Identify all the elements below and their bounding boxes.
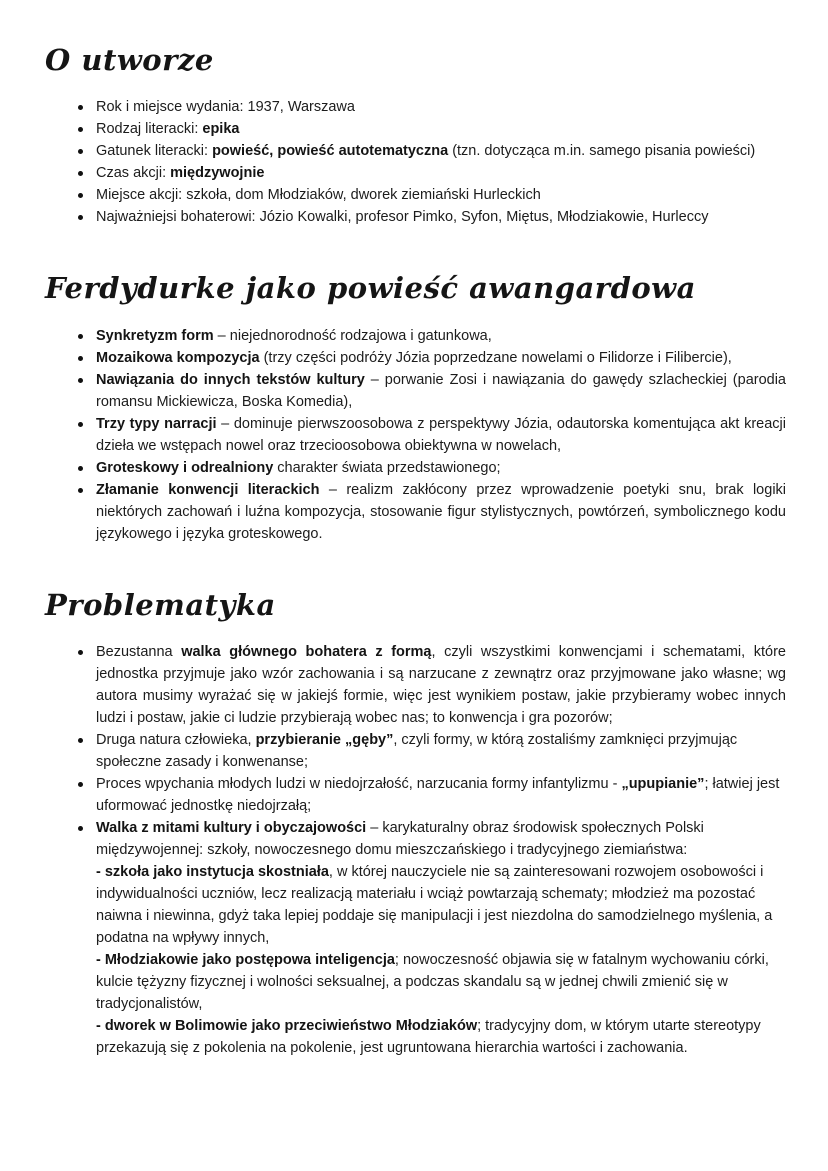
- bullet-icon: [78, 127, 83, 132]
- list-item: [78, 457, 786, 479]
- bullet-icon: [78, 782, 83, 787]
- list-item-text: Złamanie konwencji literackich – realizm zakłócony przez wprowadzenie poetyki snu, brak logiki niektórych zachowań i luźna kompozycja, stosowanie figur stylistycznych, powtórzeń, symbolicznego kodu językowego i języka groteskowego.: [96, 481, 787, 542]
- list-item-text: Bezustanna walka głównego bohatera z formą, czyli wszystkimi konwencjami i schematami, które jednostka przyjmuje jako wzór zachowania i są narzucane z zewnątrz oraz przyjmowane jako własne; wg autora musimy wyrażać się w jakiejś formie, więc jest wynikiem postaw, jakie przybieramy wobec innych ludzi i postaw, jakie ci ludzie przybierają wobec nas; to konwencja i gra pozorów;: [96, 643, 786, 726]
- document-content: [45, 42, 786, 1059]
- bold-text: walka głównego bohatera z formą: [181, 643, 432, 660]
- bold-text: Trzy typy narracji: [96, 415, 217, 432]
- bullet-icon: [78, 650, 83, 655]
- bullet-icon: [78, 356, 83, 361]
- list-item-text: Walka z mitami kultury i obyczajowości – karykaturalny obraz środowisk społecznych Polski międzywojennej: szkoły, nowoczesnego domu mieszczańskiego i tradycyjnego ziemiaństwa: - szkoła jako instytucja skostniała, w której nauczyciele nie są zainteresowani rozwojem osobowości i indywidualności uczniów, lecz realizacją materiału i wciąż powtarzają schematy; młodzież ma pozostać naiwna i niewinna, gdyż taka lepiej poddaje się manipulacji i jest niezdolna do samodzielnego myślenia, a podatna na wpływy innych, - Młodziakowie jako postępowa inteligencja; nowoczesność objawia się w fatalnym wychowaniu córki, kulcie tężyzny fizycznej i wolności seksualnej, a podczas skandalu są w jednej chwili zmienić się w tradycjonalistów, - dworek w Bolimowie jako przeciwieństwo Młodziaków; tradycyjny dom, w którym utarte stereotypy przekazują się z pokolenia na pokolenie, jest ugruntowana hierarchia wartości i zachowania.: [96, 819, 773, 1056]
- list-item-text: Proces wpychania młodych ludzi w niedojrzałość, narzucania formy infantylizmu - „upupianie”; łatwiej jest uformować jednostkę niedojrzałą;: [96, 775, 780, 814]
- bold-text: „upupianie”: [621, 775, 705, 792]
- list-item: [78, 641, 786, 729]
- list-item-text: Druga natura człowieka, przybieranie „gęby”, czyli formy, w którą zostaliśmy zamknięci przyjmując społeczne zasady i konwenanse;: [96, 731, 738, 770]
- bold-text: Złamanie konwencji literackich: [96, 481, 320, 498]
- bullet-icon: [78, 334, 83, 339]
- list-item-text: Czas akcji: międzywojnie: [96, 165, 265, 182]
- list-item: [78, 118, 786, 140]
- list-item: [78, 325, 786, 347]
- list-item-text: Rodzaj literacki: epika: [96, 121, 240, 138]
- section-0: [45, 42, 786, 228]
- list-item: [78, 162, 786, 184]
- bullet-icon: [78, 149, 83, 154]
- bold-text: Groteskowy i odrealniony: [96, 459, 274, 476]
- list-item: [78, 96, 786, 118]
- list-item-text: Groteskowy i odrealniony charakter świata przedstawionego;: [96, 459, 501, 476]
- list-item: [78, 773, 786, 817]
- bullet-icon: [78, 422, 83, 427]
- bold-text: - Młodziakowie jako postępowa inteligencja: [96, 951, 395, 968]
- bold-text: Walka z mitami kultury i obyczajowości: [96, 819, 367, 836]
- list-item-text: Mozaikowa kompozycja (trzy części podróży Józia poprzedzane nowelami o Filidorze i Filibercie),: [96, 349, 732, 366]
- bullet-icon: [78, 171, 83, 176]
- bold-text: - dworek w Bolimowie jako przeciwieństwo Młodziaków: [96, 1017, 478, 1034]
- list-item-text: Gatunek literacki: powieść, powieść autotematyczna (tzn. dotycząca m.in. samego pisania powieści): [96, 143, 756, 160]
- bold-text: epika: [202, 121, 240, 138]
- list-item: [78, 347, 786, 369]
- bold-text: Synkretyzm form: [96, 327, 214, 344]
- bold-text: międzywojnie: [170, 165, 265, 182]
- list-item: [78, 817, 786, 1059]
- list-item-text: Rok i miejsce wydania: 1937, Warszawa: [96, 99, 355, 116]
- section-1: [45, 270, 786, 544]
- bullet-icon: [78, 738, 83, 743]
- section-2: [45, 587, 786, 1059]
- bullet-icon: [78, 193, 83, 198]
- bullet-icon: [78, 826, 83, 831]
- bold-text: Nawiązania do innych tekstów kultury: [96, 371, 365, 388]
- bold-text: przybieranie „gęby”: [255, 731, 394, 748]
- bullet-icon: [78, 215, 83, 220]
- list-item-text: Trzy typy narracji – dominuje pierwszoosobowa z perspektywy Józia, odautorska komentująca akt kreacji dzieła we wstępach nowel oraz trzecioosobowa obiektywna w nowelach,: [96, 415, 786, 454]
- list-item: [78, 479, 786, 545]
- list-item-text: Miejsce akcji: szkoła, dom Młodziaków, dworek ziemiański Hurleckich: [96, 187, 541, 204]
- list-item: [78, 413, 786, 457]
- section-heading: O utworze: [45, 43, 214, 77]
- bullet-icon: [78, 488, 83, 493]
- bullet-list: [78, 641, 786, 1059]
- list-item: [78, 184, 786, 206]
- list-item: [78, 140, 786, 162]
- bold-text: - szkoła jako instytucja skostniała: [96, 863, 329, 880]
- bold-text: Mozaikowa kompozycja: [96, 349, 260, 366]
- section-heading: Ferdydurke jako powieść awangardowa: [45, 271, 696, 306]
- bullet-icon: [78, 105, 83, 110]
- bullet-icon: [78, 378, 83, 383]
- bold-text: powieść, powieść autotematyczna: [212, 143, 449, 160]
- list-item-text: Najważniejsi bohaterowi: Józio Kowalki, profesor Pimko, Syfon, Miętus, Młodziakowie, Hurleccy: [96, 209, 709, 226]
- bullet-list: [78, 96, 786, 228]
- list-item: [78, 369, 786, 413]
- section-heading: Problematyka: [45, 587, 276, 622]
- list-item-text: Synkretyzm form – niejednorodność rodzajowa i gatunkowa,: [96, 327, 492, 344]
- bullet-list: [78, 325, 786, 545]
- list-item: [78, 729, 786, 773]
- bullet-icon: [78, 466, 83, 471]
- list-item-text: Nawiązania do innych tekstów kultury – porwanie Zosi i nawiązania do gawędy szlacheckiej (parodia romansu Mickiewicza, Boska Komedia),: [96, 371, 786, 410]
- list-item: [78, 206, 786, 228]
